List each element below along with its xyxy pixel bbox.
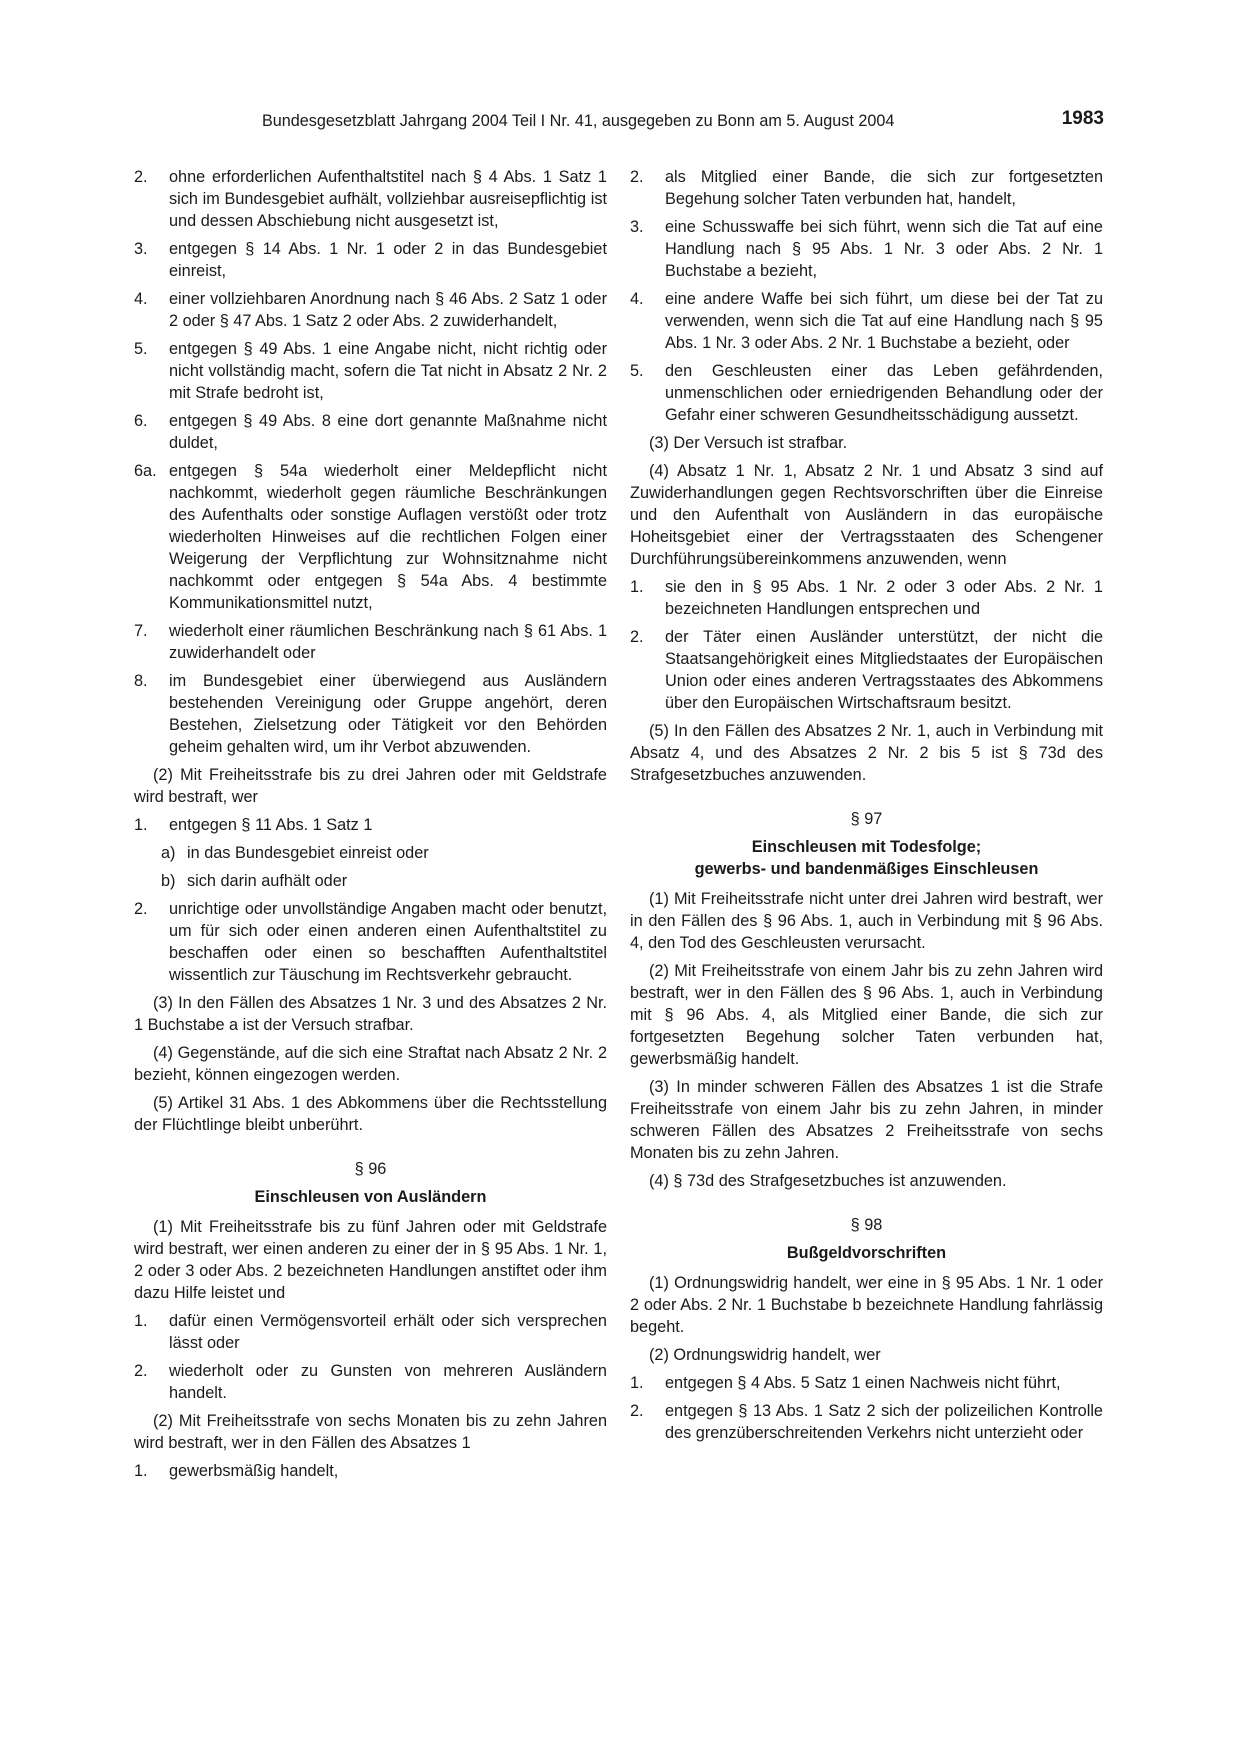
item-number: 7. xyxy=(134,622,148,640)
paragraph: (3) In den Fällen des Absatzes 1 Nr. 3 und des Absatzes 2 Nr. 1 Buchstabe a ist der Versuch strafbar. xyxy=(134,994,607,1034)
section-number: § 98 xyxy=(850,1216,883,1234)
item-number: 1. xyxy=(134,816,148,834)
item-number: 2. xyxy=(630,1402,644,1420)
left-column xyxy=(134,166,607,1488)
sub-item-letter: a) xyxy=(161,844,176,862)
item-number: 6a. xyxy=(134,462,157,480)
item-text: entgegen § 13 Abs. 1 Satz 2 sich der polizeilichen Kontrolle des grenzüberschreitenden Verkehrs nicht unterzieht oder xyxy=(665,1402,1103,1442)
list-item xyxy=(134,460,607,614)
list-item xyxy=(134,288,607,332)
section-title: Bußgeldvorschriften xyxy=(786,1244,947,1262)
page-number: 1983 xyxy=(1061,108,1104,129)
item-text: wiederholt einer räumlichen Beschränkung nach § 61 Abs. 1 zuwiderhandelt oder xyxy=(169,622,607,662)
list-item xyxy=(630,166,1103,210)
item-text: entgegen § 49 Abs. 1 eine Angabe nicht, nicht richtig oder nicht vollständig macht, sofern die Tat nicht in Absatz 2 Nr. 2 mit Strafe bedroht ist, xyxy=(169,340,607,402)
header-title: Bundesgesetzblatt Jahrgang 2004 Teil I Nr. 41, ausgegeben zu Bonn am 5. August 2004 xyxy=(262,112,895,130)
paragraph: (4) Gegenstände, auf die sich eine Straftat nach Absatz 2 Nr. 2 bezieht, können eingezogen werden. xyxy=(134,1044,607,1084)
item-text: den Geschleusten einer das Leben gefährdenden, unmenschlichen oder erniedrigenden Behandlung oder der Gefahr einer schweren Gesundheitsschädigung aussetzt. xyxy=(665,362,1103,424)
item-text: als Mitglied einer Bande, die sich zur fortgesetzten Begehung solcher Taten verbunden hat, handelt, xyxy=(665,168,1103,208)
item-number: 3. xyxy=(134,240,148,258)
paragraph: (4) Absatz 1 Nr. 1, Absatz 2 Nr. 1 und Absatz 3 sind auf Zuwiderhandlungen gegen Rechtsvorschriften über die Einreise und den Aufenthalt von Ausländern in das europäische Hoheitsgebiet einer der Vertragsstaaten des Schengener Durchführungsübereinkommens anzuwenden, wenn xyxy=(630,462,1103,568)
item-text: wiederholt oder zu Gunsten von mehreren Ausländern handelt. xyxy=(169,1362,607,1402)
item-number: 2. xyxy=(630,168,644,186)
item-number: 1. xyxy=(630,578,644,596)
list-item xyxy=(134,670,607,758)
item-number: 1. xyxy=(134,1312,148,1330)
item-text: eine andere Waffe bei sich führt, um diese bei der Tat zu verwenden, wenn sich die Tat auf eine Handlung nach § 95 Abs. 1 Nr. 3 oder Abs. 2 Nr. 1 Buchstabe a bezieht, oder xyxy=(665,290,1103,352)
list-item xyxy=(630,360,1103,426)
item-number: 2. xyxy=(134,1362,148,1380)
list-item xyxy=(134,1310,607,1354)
section-title: Einschleusen von Ausländern xyxy=(254,1188,487,1206)
list-item xyxy=(630,576,1103,620)
list-item xyxy=(630,626,1103,714)
list-item xyxy=(630,1400,1103,1444)
item-text: unrichtige oder unvollständige Angaben macht oder benutzt, um für sich oder einen anderen einen Aufenthaltstitel zu beschaffen oder einen so beschafften Aufenthaltstitel wissentlich zur Täuschung im Rechtsverkehr gebraucht. xyxy=(169,900,607,984)
paragraph: (3) In minder schweren Fällen des Absatzes 1 ist die Strafe Freiheitsstrafe von einem Jahr bis zu zehn Jahren, in minder schweren Fällen des Absatzes 2 Freiheitsstrafe von sechs Monaten bis zu zehn Jahren. xyxy=(630,1078,1103,1162)
page-header xyxy=(134,108,1104,138)
item-text: der Täter einen Ausländer unterstützt, der nicht die Staatsangehörigkeit eines Mitgliedstaates der Europäischen Union oder eines anderen Vertragsstaates des Abkommens über den Europäischen Wirtschaftsraum besitzt. xyxy=(665,628,1103,712)
item-number: 2. xyxy=(630,628,644,646)
paragraph: (2) Mit Freiheitsstrafe von sechs Monaten bis zu zehn Jahren wird bestraft, wer in den Fällen des Absatzes 1 xyxy=(134,1412,607,1452)
list-item xyxy=(630,288,1103,354)
item-number: 6. xyxy=(134,412,148,430)
sub-item-letter: b) xyxy=(161,872,176,890)
item-text: entgegen § 11 Abs. 1 Satz 1 xyxy=(169,816,373,834)
right-column xyxy=(630,166,1103,1450)
paragraph: (1) Mit Freiheitsstrafe nicht unter drei Jahren wird bestraft, wer in den Fällen des § 96 Abs. 1, auch in Verbindung mit § 96 Abs. 4, den Tod des Geschleusten verursacht. xyxy=(630,890,1103,952)
list-item xyxy=(134,238,607,282)
section-title-line2: gewerbs- und bandenmäßiges Einschleusen xyxy=(694,860,1039,878)
list-item xyxy=(134,620,607,664)
sub-item xyxy=(161,842,607,864)
paragraph: (1) Mit Freiheitsstrafe bis zu fünf Jahren oder mit Geldstrafe wird bestraft, wer einen anderen zu einer der in § 95 Abs. 1 Nr. 1, 2 oder 3 oder Abs. 2 bezeichneten Handlungen anstiftet oder ihm dazu Hilfe leistet und xyxy=(134,1218,607,1302)
sub-item xyxy=(161,870,607,892)
section-number: § 96 xyxy=(354,1160,387,1178)
item-text: entgegen § 14 Abs. 1 Nr. 1 oder 2 in das Bundesgebiet einreist, xyxy=(169,240,607,280)
item-text: gewerbsmäßig handelt, xyxy=(169,1462,339,1480)
sub-item-text: sich darin aufhält oder xyxy=(187,872,348,890)
item-text: im Bundesgebiet einer überwiegend aus Ausländern bestehenden Vereinigung oder Gruppe angehört, deren Bestehen, Zielsetzung oder Tätigkeit vor den Behörden geheim gehalten wird, um ihr Verbot abzuwenden. xyxy=(169,672,607,756)
list-item xyxy=(630,216,1103,282)
paragraph: (1) Ordnungswidrig handelt, wer eine in § 95 Abs. 1 Nr. 1 oder 2 oder Abs. 2 Nr. 1 Buchstabe b bezeichnete Handlung fahrlässig begeht. xyxy=(630,1274,1103,1336)
item-text: dafür einen Vermögensvorteil erhält oder sich versprechen lässt oder xyxy=(169,1312,607,1352)
item-number: 2. xyxy=(134,168,148,186)
list-item xyxy=(134,1460,607,1482)
list-item xyxy=(134,338,607,404)
sub-item-text: in das Bundesgebiet einreist oder xyxy=(187,844,429,862)
list-item xyxy=(134,1360,607,1404)
list-item xyxy=(630,1372,1103,1394)
list-item xyxy=(134,814,607,836)
item-number: 5. xyxy=(630,362,644,380)
section-number: § 97 xyxy=(850,810,883,828)
paragraph: (3) Der Versuch ist strafbar. xyxy=(649,434,848,452)
item-text: entgegen § 54a wiederholt einer Meldepflicht nicht nachkommt, wiederholt gegen räumliche Beschränkungen des Aufenthalts oder sonstige Auflagen verstößt oder trotz wiederholten Hinweises auf die rechtlichen Folgen einer Weigerung der Verpflichtung zur Wohnsitznahme nicht nachkommt oder entgegen § 54a Abs. 4 bestimmte Kommunikationsmittel nutzt, xyxy=(169,462,607,612)
item-text: einer vollziehbaren Anordnung nach § 46 Abs. 2 Satz 1 oder 2 oder § 47 Abs. 1 Satz 2 oder Abs. 2 zuwiderhandelt, xyxy=(169,290,607,330)
item-text: entgegen § 4 Abs. 5 Satz 1 einen Nachweis nicht führt, xyxy=(665,1374,1061,1392)
item-number: 4. xyxy=(630,290,644,308)
item-text: eine Schusswaffe bei sich führt, wenn sich die Tat auf eine Handlung nach § 95 Abs. 1 Nr. 3 oder Abs. 2 Nr. 1 Buchstabe a bezieht, xyxy=(665,218,1103,280)
paragraph: (4) § 73d des Strafgesetzbuches ist anzuwenden. xyxy=(649,1172,1007,1190)
item-number: 3. xyxy=(630,218,644,236)
item-text: sie den in § 95 Abs. 1 Nr. 2 oder 3 oder Abs. 2 Nr. 1 bezeichneten Handlungen entsprechen und xyxy=(665,578,1103,618)
item-text: ohne erforderlichen Aufenthaltstitel nach § 4 Abs. 1 Satz 1 sich im Bundesgebiet aufhält, vollziehbar ausreisepflichtig ist und dessen Abschiebung nicht ausgesetzt ist, xyxy=(169,168,607,230)
paragraph: (2) Mit Freiheitsstrafe bis zu drei Jahren oder mit Geldstrafe wird bestraft, wer xyxy=(134,766,607,806)
list-item xyxy=(134,410,607,454)
list-item xyxy=(134,898,607,986)
paragraph: (5) Artikel 31 Abs. 1 des Abkommens über die Rechtsstellung der Flüchtlinge bleibt unberührt. xyxy=(134,1094,607,1134)
item-number: 1. xyxy=(630,1374,644,1392)
paragraph: (2) Ordnungswidrig handelt, wer xyxy=(649,1346,881,1364)
item-number: 8. xyxy=(134,672,148,690)
item-number: 5. xyxy=(134,340,148,358)
item-text: entgegen § 49 Abs. 8 eine dort genannte Maßnahme nicht duldet, xyxy=(169,412,607,452)
item-number: 1. xyxy=(134,1462,148,1480)
section-title: Einschleusen mit Todesfolge; xyxy=(751,838,982,856)
paragraph: (5) In den Fällen des Absatzes 2 Nr. 1, auch in Verbindung mit Absatz 4, und des Absatzes 2 Nr. 2 bis 5 ist § 73d des Strafgesetzbuches anzuwenden. xyxy=(630,722,1103,784)
item-number: 2. xyxy=(134,900,148,918)
item-number: 4. xyxy=(134,290,148,308)
paragraph: (2) Mit Freiheitsstrafe von einem Jahr bis zu zehn Jahren wird bestraft, wer in den Fällen des § 96 Abs. 1, auch in Verbindung mit § 96 Abs. 4, als Mitglied einer Bande, die sich zur fortgesetzten Begehung solcher Taten verbunden hat, gewerbsmäßig handelt. xyxy=(630,962,1103,1068)
list-item xyxy=(134,166,607,232)
